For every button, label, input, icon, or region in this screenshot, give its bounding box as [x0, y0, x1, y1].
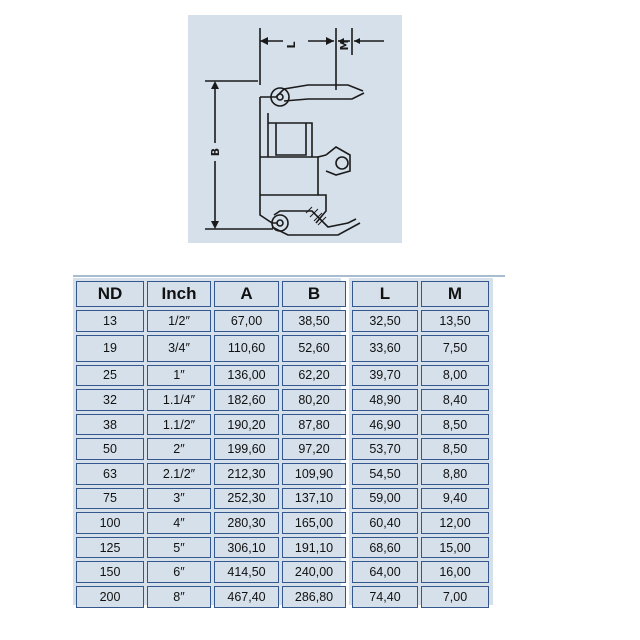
cell-a: 110,60 [214, 335, 279, 362]
cell-m: 16,00 [421, 561, 489, 583]
cell-m: 12,00 [421, 512, 489, 534]
cell-a: 136,00 [214, 365, 279, 387]
cell-l: 68,60 [352, 537, 418, 559]
cell-b: 191,10 [282, 537, 346, 559]
coupling-diagram [188, 15, 402, 243]
cell-a: 252,30 [214, 488, 279, 510]
cell-nd: 63 [76, 463, 144, 485]
cell-nd: 150 [76, 561, 144, 583]
cell-a: 306,10 [214, 537, 279, 559]
cell-inch: 6″ [147, 561, 211, 583]
table-row [352, 335, 489, 362]
side-ear [326, 147, 350, 175]
upper-lever [260, 85, 363, 97]
dimensions-table-right [349, 278, 492, 611]
cell-inch: 8″ [147, 586, 211, 608]
cell-m: 9,40 [421, 488, 489, 510]
cell-l: 64,00 [352, 561, 418, 583]
cell-b: 38,50 [282, 310, 346, 332]
cell-inch: 4″ [147, 512, 211, 534]
cell-m: 15,00 [421, 537, 489, 559]
cell-l: 32,50 [352, 310, 418, 332]
cell-m: 8,40 [421, 389, 489, 411]
cell-inch: 2.1/2″ [147, 463, 211, 485]
cell-l: 59,00 [352, 488, 418, 510]
cell-inch: 1.1/4″ [147, 389, 211, 411]
body-outline-left [260, 97, 278, 223]
table-row [76, 414, 346, 436]
table-row [352, 488, 489, 510]
cell-a: 67,00 [214, 310, 279, 332]
table-row [352, 586, 489, 608]
cell-l: 74,40 [352, 586, 418, 608]
header-a: A [214, 281, 279, 307]
cell-inch: 1″ [147, 365, 211, 387]
dim-label-l: L [285, 41, 298, 49]
dimension-arrowheads [211, 37, 360, 229]
cell-nd: 75 [76, 488, 144, 510]
cell-inch: 1.1/2″ [147, 414, 211, 436]
cell-m: 7,50 [421, 335, 489, 362]
header-m: M [421, 281, 489, 307]
table-row [76, 310, 346, 332]
table-row [352, 463, 489, 485]
table-row [76, 512, 346, 534]
table-row [76, 586, 346, 608]
cell-nd: 32 [76, 389, 144, 411]
cell-m: 8,00 [421, 365, 489, 387]
table-top-accent [73, 275, 505, 277]
cell-a: 182,60 [214, 389, 279, 411]
cell-nd: 100 [76, 512, 144, 534]
table-row [76, 335, 346, 362]
header-l: L [352, 281, 418, 307]
cell-nd: 19 [76, 335, 144, 362]
cell-l: 46,90 [352, 414, 418, 436]
cell-nd: 125 [76, 537, 144, 559]
cell-b: 286,80 [282, 586, 346, 608]
cell-m: 8,80 [421, 463, 489, 485]
cell-b: 240,00 [282, 561, 346, 583]
table-header-row [352, 281, 489, 307]
cell-l: 33,60 [352, 335, 418, 362]
cell-a: 414,50 [214, 561, 279, 583]
cell-nd: 25 [76, 365, 144, 387]
table-row [76, 365, 346, 387]
cell-b: 165,00 [282, 512, 346, 534]
cell-b: 97,20 [282, 438, 346, 460]
cell-inch: 5″ [147, 537, 211, 559]
table-row [352, 389, 489, 411]
table-row [352, 365, 489, 387]
table-row [352, 512, 489, 534]
cell-l: 39,70 [352, 365, 418, 387]
cell-a: 190,20 [214, 414, 279, 436]
cell-nd: 13 [76, 310, 144, 332]
table-row [352, 537, 489, 559]
dim-label-m: M [338, 39, 351, 51]
cell-m: 8,50 [421, 438, 489, 460]
cell-inch: 3/4″ [147, 335, 211, 362]
table-row [76, 488, 346, 510]
header-inch: Inch [147, 281, 211, 307]
table-row [76, 537, 346, 559]
cell-inch: 3″ [147, 488, 211, 510]
cell-b: 80,20 [282, 389, 346, 411]
header-nd: ND [76, 281, 144, 307]
header-b: B [282, 281, 346, 307]
table-row [76, 561, 346, 583]
cell-m: 7,00 [421, 586, 489, 608]
cell-l: 48,90 [352, 389, 418, 411]
cell-nd: 50 [76, 438, 144, 460]
cell-b: 109,90 [282, 463, 346, 485]
table-header-row [76, 281, 346, 307]
cell-a: 199,60 [214, 438, 279, 460]
table-row [352, 414, 489, 436]
table-row [76, 463, 346, 485]
cell-b: 52,60 [282, 335, 346, 362]
cell-a: 212,30 [214, 463, 279, 485]
cell-inch: 1/2″ [147, 310, 211, 332]
cell-inch: 2″ [147, 438, 211, 460]
table-row [352, 438, 489, 460]
cell-b: 137,10 [282, 488, 346, 510]
dim-label-b: B [209, 147, 222, 157]
coupling-drawing [188, 15, 402, 243]
cell-b: 62,20 [282, 365, 346, 387]
dimensions-table-left [73, 278, 349, 611]
cell-m: 8,50 [421, 414, 489, 436]
cell-l: 60,40 [352, 512, 418, 534]
table-row [76, 438, 346, 460]
table-row [352, 310, 489, 332]
cell-a: 467,40 [214, 586, 279, 608]
table-row [352, 561, 489, 583]
cell-l: 53,70 [352, 438, 418, 460]
cell-b: 87,80 [282, 414, 346, 436]
cell-a: 280,30 [214, 512, 279, 534]
cell-l: 54,50 [352, 463, 418, 485]
cell-nd: 200 [76, 586, 144, 608]
cell-nd: 38 [76, 414, 144, 436]
cell-m: 13,50 [421, 310, 489, 332]
table-row [76, 389, 346, 411]
